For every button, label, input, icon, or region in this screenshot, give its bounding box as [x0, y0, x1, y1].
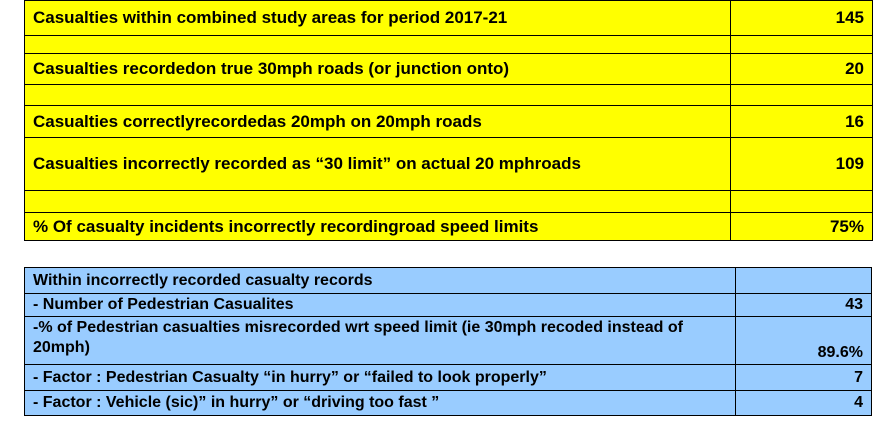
- table-row: [25, 85, 873, 106]
- row-value: 43: [736, 294, 872, 317]
- row-label: - Number of Pedestrian Casualites: [25, 294, 736, 317]
- section-title: Within incorrectly recorded casualty records: [25, 268, 736, 294]
- row-label: - Factor : Vehicle (sic)” in hurry” or “driving too fast ”: [25, 391, 736, 416]
- row-value: 145: [731, 1, 873, 36]
- table-row: [25, 138, 873, 191]
- row-value: 109: [731, 138, 873, 191]
- table-row: [25, 106, 873, 138]
- row-label: [25, 191, 731, 213]
- row-label: Casualties within combined study areas for period 2017-21: [25, 1, 731, 36]
- row-label: % Of casualty incidents incorrectly recordingroad speed limits: [25, 213, 731, 241]
- table-row: [25, 365, 872, 391]
- table-row: [25, 1, 873, 36]
- row-value: [731, 85, 873, 106]
- incorrect-records-table: [24, 267, 872, 416]
- row-value: [736, 268, 872, 294]
- row-value: 16: [731, 106, 873, 138]
- table-row: [25, 391, 872, 416]
- table-row: [25, 294, 872, 317]
- row-label: Casualties recordedon true 30mph roads (or junction onto): [25, 54, 731, 85]
- row-label: -% of Pedestrian casualties misrecorded wrt speed limit (ie 30mph recoded instead of 20mph): [25, 317, 736, 365]
- row-label: Casualties correctlyrecordedas 20mph on 20mph roads: [25, 106, 731, 138]
- table-row: [25, 36, 873, 54]
- table-row: [25, 213, 873, 241]
- table-row: [25, 54, 873, 85]
- casualty-summary-table: [24, 0, 873, 241]
- row-label: Casualties incorrectly recorded as “30 limit” on actual 20 mphroads: [25, 138, 731, 191]
- table-row: [25, 317, 872, 365]
- row-value: 20: [731, 54, 873, 85]
- row-value: [731, 191, 873, 213]
- row-value: 89.6%: [736, 317, 872, 365]
- row-value: 4: [736, 391, 872, 416]
- row-label: [25, 36, 731, 54]
- row-value: [731, 36, 873, 54]
- table-row: [25, 191, 873, 213]
- row-label: [25, 85, 731, 106]
- row-label: - Factor : Pedestrian Casualty “in hurry” or “failed to look properly”: [25, 365, 736, 391]
- row-value: 75%: [731, 213, 873, 241]
- row-value: 7: [736, 365, 872, 391]
- table-row: [25, 268, 872, 294]
